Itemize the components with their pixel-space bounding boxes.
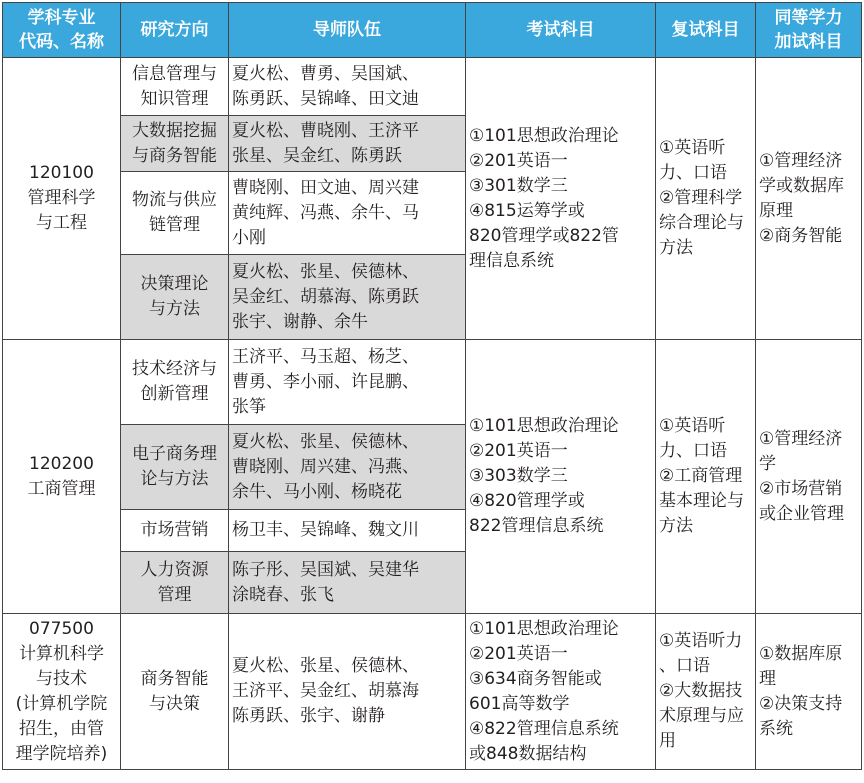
retest-subjects-cell: ①英语听 力、口语 ②工商管理 基本理论与 方法 bbox=[656, 340, 756, 614]
extra-subjects-cell: ①管理经济 学或数据库 原理 ②商务智能 bbox=[756, 58, 862, 340]
table-row bbox=[3, 58, 862, 116]
major-name-cell: 077500 计算机科学 与技术 (计算机学院 招生，由管 理学院培养) bbox=[3, 614, 121, 770]
table-row bbox=[3, 340, 862, 425]
header-row bbox=[3, 3, 862, 58]
exam-subjects-cell: ①101思想政治理论 ②201英语一 ③634商务智能或 601高等数学 ④822管理信息系统 或848数据结构 bbox=[466, 614, 656, 770]
tutors-cell: 陈子彤、吴国斌、吴建华 涂晓春、张飞 bbox=[229, 552, 466, 614]
header-direction: 研究方向 bbox=[121, 3, 229, 58]
header-extra: 同等学力 加试科目 bbox=[756, 3, 862, 58]
direction-cell: 技术经济与 创新管理 bbox=[121, 340, 229, 425]
direction-cell: 决策理论 与方法 bbox=[121, 255, 229, 340]
direction-cell: 人力资源 管理 bbox=[121, 552, 229, 614]
extra-subjects-cell: ①管理经济 学 ②市场营销 或企业管理 bbox=[756, 340, 862, 614]
header-exam: 考试科目 bbox=[466, 3, 656, 58]
extra-subjects-cell: ①数据库原 理 ②决策支持 系统 bbox=[756, 614, 862, 770]
tutors-cell: 夏火松、张星、侯德林、 王济平、吴金红、胡慕海 陈勇跃、张宇、谢静 bbox=[229, 614, 466, 770]
header-retest: 复试科目 bbox=[656, 3, 756, 58]
direction-cell: 大数据挖掘 与商务智能 bbox=[121, 116, 229, 172]
header-tutors: 导师队伍 bbox=[229, 3, 466, 58]
retest-subjects-cell: ①英语听 力、口语 ②管理科学 综合理论与 方法 bbox=[656, 58, 756, 340]
major-name-cell: 120200 工商管理 bbox=[3, 340, 121, 614]
direction-cell: 物流与供应 链管理 bbox=[121, 172, 229, 255]
major-name-cell: 120100 管理科学 与工程 bbox=[3, 58, 121, 340]
tutors-cell: 王济平、马玉超、杨芝、 曹勇、李小丽、许昆鹏、 张筝 bbox=[229, 340, 466, 425]
exam-subjects-cell: ①101思想政治理论 ②201英语一 ③303数学三 ④820管理学或 822管理信息系统 bbox=[466, 340, 656, 614]
tutors-cell: 杨卫丰、吴锦峰、魏文川 bbox=[229, 510, 466, 552]
tutors-cell: 夏火松、张星、侯德林、 曹晓刚、周兴建、冯燕、 余牛、马小刚、杨晓花 bbox=[229, 425, 466, 510]
direction-cell: 市场营销 bbox=[121, 510, 229, 552]
exam-subjects-cell: ①101思想政治理论 ②201英语一 ③301数学三 ④815运筹学或 820管理学或822管 理信息系统 bbox=[466, 58, 656, 340]
tutors-cell: 夏火松、曹晓刚、王济平 张星、吴金红、陈勇跃 bbox=[229, 116, 466, 172]
direction-cell: 商务智能 与决策 bbox=[121, 614, 229, 770]
table-row bbox=[3, 614, 862, 770]
retest-subjects-cell: ①英语听力 、口语 ②大数据技 术原理与应 用 bbox=[656, 614, 756, 770]
admissions-table bbox=[2, 2, 862, 770]
direction-cell: 信息管理与 知识管理 bbox=[121, 58, 229, 116]
tutors-cell: 夏火松、曹勇、吴国斌、 陈勇跃、吴锦峰、田文迪 bbox=[229, 58, 466, 116]
tutors-cell: 曹晓刚、田文迪、周兴建 黄纯辉、冯燕、余牛、马 小刚 bbox=[229, 172, 466, 255]
header-major: 学科专业 代码、名称 bbox=[3, 3, 121, 58]
tutors-cell: 夏火松、张星、侯德林、 吴金红、胡慕海、陈勇跃 张宇、谢静、余牛 bbox=[229, 255, 466, 340]
direction-cell: 电子商务理 论与方法 bbox=[121, 425, 229, 510]
